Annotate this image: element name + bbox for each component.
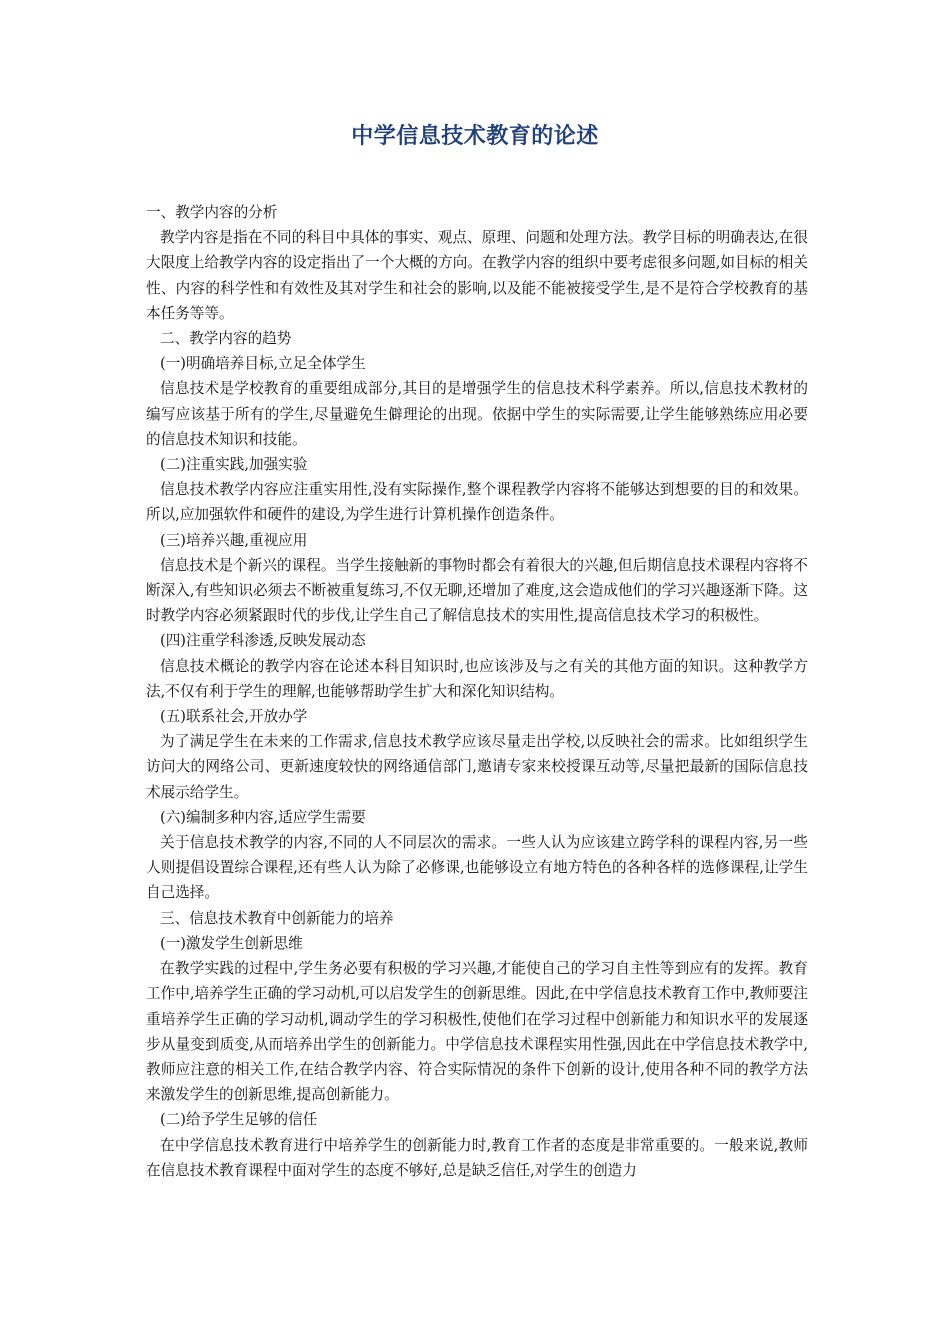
paragraph: 在中学信息技术教育进行中培养学生的创新能力时,教育工作者的态度是非常重要的。一般来说,教师在信息技术教育课程中面对学生的态度不够好,总是缺乏信任,对学生的创造力 — [146, 1136, 808, 1179]
paragraph: 信息技术是个新兴的课程。当学生接触新的事物时都会有着很大的兴趣,但后期信息技术课程内容将不断深入,有些知识必须去不断被重复练习,不仅无聊,还增加了难度,这会造成他们的学习兴趣逐渐下降。这时教学内容必须紧跟时代的步伐,让学生自己了解信息技术的实用性,提高信息技术学习的积极性。 — [146, 556, 808, 625]
paragraph: 为了满足学生在未来的工作需求,信息技术教学应该尽量走出学校,以反映社会的需求。比如组织学生访问大的网络公司、更新速度较快的网络通信部门,邀请专家来校授课互动等,尽量把最新的国际信息技术展示给学生。 — [146, 733, 808, 801]
paragraph: (三)培养兴趣,重视应用 — [160, 531, 308, 549]
document-body — [146, 200, 808, 1183]
paragraph: (五)联系社会,开放办学 — [160, 708, 308, 726]
paragraph: (一)激发学生创新思维 — [160, 934, 303, 952]
paragraph: 信息技术教学内容应注重实用性,没有实际操作,整个课程教学内容将不能够达到想要的目的和效果。所以,应加强软件和硬件的建设,为学生进行计算机操作创造条件。 — [146, 481, 808, 524]
paragraph: (六)编制多种内容,适应学生需要 — [160, 808, 366, 826]
paragraph: (四)注重学科渗透,反映发展动态 — [160, 632, 366, 650]
paragraph: 三、信息技术教育中创新能力的培养 — [160, 909, 394, 927]
paragraph: 在教学实践的过程中,学生务必要有积极的学习兴趣,才能使自己的学习自主性等到应有的发挥。教育工作中,培养学生正确的学习动机,可以启发学生的创新思维。因此,在中学信息技术教育工作中,教师要注重培养学生正确的学习动机,调动学生的学习积极性,使他们在学习过程中创新能力和知识水平的发展逐步从量变到质变,从而培养出学生的创新能力。中学信息技术课程实用性强,因此在中学信息技术教学中,教师应注意的相关工作,在结合教学内容、符合实际情况的条件下创新的设计,使用各种不同的教学方法来激发学生的创新思维,提高创新能力。 — [146, 960, 808, 1104]
paragraph: (二)给予学生足够的信任 — [160, 1111, 318, 1129]
paragraph: 一、教学内容的分析 — [146, 204, 278, 221]
paragraph: (一)明确培养目标,立足全体学生 — [160, 355, 366, 373]
paragraph: 教学内容是指在不同的科目中具体的事实、观点、原理、问题和处理方法。教学目标的明确表达,在很大限度上给教学内容的设定指出了一个大概的方向。在教学内容的组织中要考虑很多问题,如目标的相关性、内容的科学性和有效性及其对学生和社会的影响,以及能不能被接受学生,是不是符合学校教育的基本任务等等。 — [146, 229, 808, 322]
paragraph: 信息技术概论的教学内容在论述本科目知识时,也应该涉及与之有关的其他方面的知识。这种教学方法,不仅有利于学生的理解,也能够帮助学生扩大和深化知识结构。 — [146, 657, 808, 700]
paragraph: (二)注重实践,加强实验 — [160, 456, 308, 474]
document-title: 中学信息技术教育的论述 — [351, 124, 599, 149]
paragraph: 信息技术是学校教育的重要组成部分,其目的是增强学生的信息技术科学素养。所以,信息技术教材的编写应该基于所有的学生,尽量避免生僻理论的出现。依据中学生的实际需要,让学生能够熟练应用必要的信息技术知识和技能。 — [146, 380, 808, 448]
paragraph: 二、教学内容的趋势 — [160, 330, 292, 348]
paragraph: 关于信息技术教学的内容,不同的人不同层次的需求。一些人认为应该建立跨学科的课程内容,另一些人则提倡设置综合课程,还有些人认为除了必修课,也能够设立有地方特色的各种各样的选修课程,让学生自己选择。 — [146, 834, 808, 902]
